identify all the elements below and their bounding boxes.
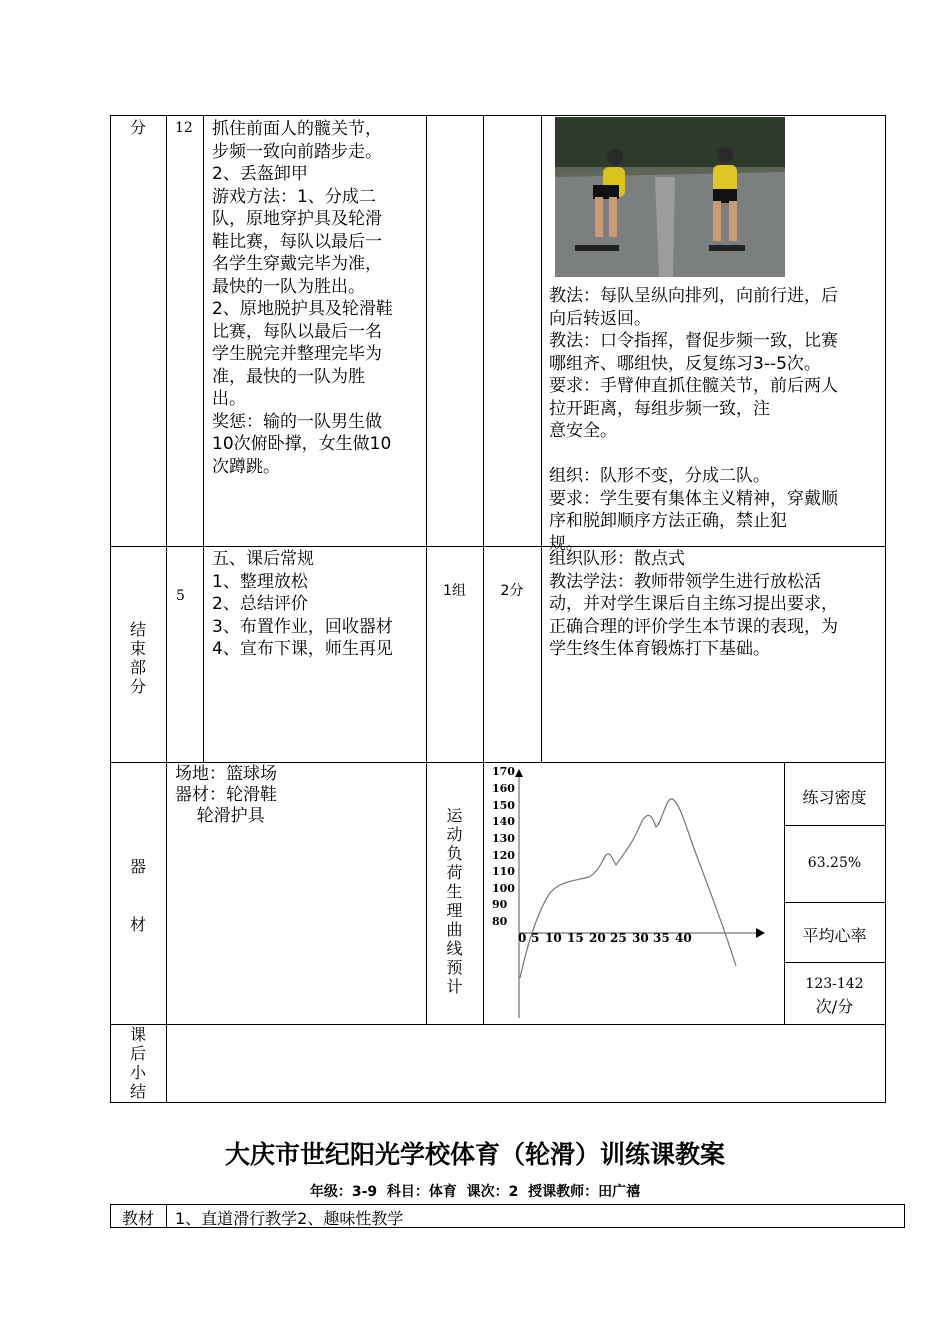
y-tick: 130 [492,832,515,845]
section-label-ending [110,620,166,696]
heart-rate-chart [484,763,784,1024]
curve-label [426,806,483,996]
row2-time: 2分 [500,583,524,599]
section-char: 小 [129,1063,146,1082]
y-tick: 120 [492,849,515,862]
density-value: 63.25% [807,855,862,871]
document-title: 大庆市世纪阳光学校体育（轮滑）训练课教案 [224,1140,725,1169]
material-value: 1、直道滑行教学2、趣味性教学 [175,1209,404,1228]
curve-label-char: 理 [446,901,463,920]
curve-label-char: 曲 [446,920,463,939]
row2-groups: 1组 [443,583,466,599]
curve-label-char: 负 [446,844,463,863]
section-char: 束 [129,639,146,658]
section-char: 后 [129,1044,146,1063]
y-axis-arrow [515,769,523,777]
section-char: 分 [129,677,146,696]
x-tick: 10 [545,931,562,945]
section-char: 结 [129,620,146,639]
y-tick: 110 [492,865,515,878]
equipment-list: 场地：篮球场 器材：轮滑鞋 轮滑护具 [175,764,277,826]
x-tick: 15 [567,931,584,945]
curve-label-char: 动 [446,825,463,844]
section-label-equipment-top: 器 [129,857,146,876]
x-tick: 40 [675,931,692,945]
y-tick: 170 [492,765,515,778]
row1-minutes: 12 [175,120,193,136]
y-tick: 150 [492,799,515,812]
y-tick: 160 [492,782,515,795]
document-subtitle: 年级：3-9 科目：体育 课次：2 授课教师：田广禧 [309,1184,641,1200]
curve-label-char: 生 [446,882,463,901]
curve-label-char: 线 [446,939,463,958]
y-tick: 80 [492,915,508,928]
x-tick: 20 [589,931,606,945]
curve-label-char: 预 [446,958,463,977]
row2-method: 组织队形：散点式 教法学法：教师带领学生进行放松活 动，并对学生课后自主练习提出要求， 正确合理的评价学生本节课的表现，为 学生终生体育锻炼打下基础。 [549,549,838,659]
section-char: 课 [129,1025,146,1044]
x-tick: 30 [632,931,649,945]
x-axis-arrow [756,928,765,938]
curve-label-char: 运 [446,806,463,825]
y-tick: 90 [492,898,508,911]
section-label-summary [110,1025,166,1101]
x-tick: 25 [610,931,627,945]
curve-label-char: 计 [446,977,463,996]
x-tick: 35 [653,931,670,945]
x-tick: 0 [518,931,527,945]
curve-label-char: 荷 [446,863,463,882]
heart-rate-label: 平均心率 [802,926,867,945]
row2-minutes: 5 [176,588,185,604]
section-label-fen: 分 [129,118,146,137]
row1-method: 教法：每队呈纵向排列，向前行进，后 向后转返回。 教法：口令指挥，督促步频一致，比赛 哪组齐、哪组快，反复练习3--5次。 要求：手臂伸直抓住髋关节，前后两人 拉开距离，每组步频一致，注 意安全。 组织：队形不变，分成二队。 要求：学生要有集体主义精神，穿戴顺 序和脱卸顺序方法正确，禁止犯 规。 [549,286,838,554]
section-char: 部 [129,658,146,677]
section-char: 结 [129,1082,146,1101]
row1-content: 抓住前面人的髋关节， 步频一致向前踏步走。 2、丢盔卸甲 游戏方法：1、分成二 队，原地穿护具及轮滑 鞋比赛，每队以最后一 名学生穿戴完毕为准， 最快的一队为胜出。 2、原地脱护具及轮滑鞋 比赛，每队以最后一名 学生脱完并整理完毕为 准，最快的一队为胜 出。 奖惩：输的一队男生做 10次俯卧撑，女生做10 次蹲跳。 [212,119,393,477]
x-tick: 5 [531,931,540,945]
density-label: 练习密度 [802,788,867,807]
heart-rate-curve [520,799,736,978]
section-label-equipment-bottom: 材 [129,915,146,934]
y-tick: 140 [492,815,515,828]
heart-rate-value: 123-142 [805,976,864,992]
skaters-photo [555,117,785,277]
y-tick: 100 [492,882,515,895]
heart-rate-unit: 次/分 [815,997,854,1016]
row2-content: 五、课后常规 1、整理放松 2、总结评价 3、布置作业，回收器材 4、宣布下课，师生再见 [212,549,393,659]
material-label: 教材 [121,1209,154,1228]
